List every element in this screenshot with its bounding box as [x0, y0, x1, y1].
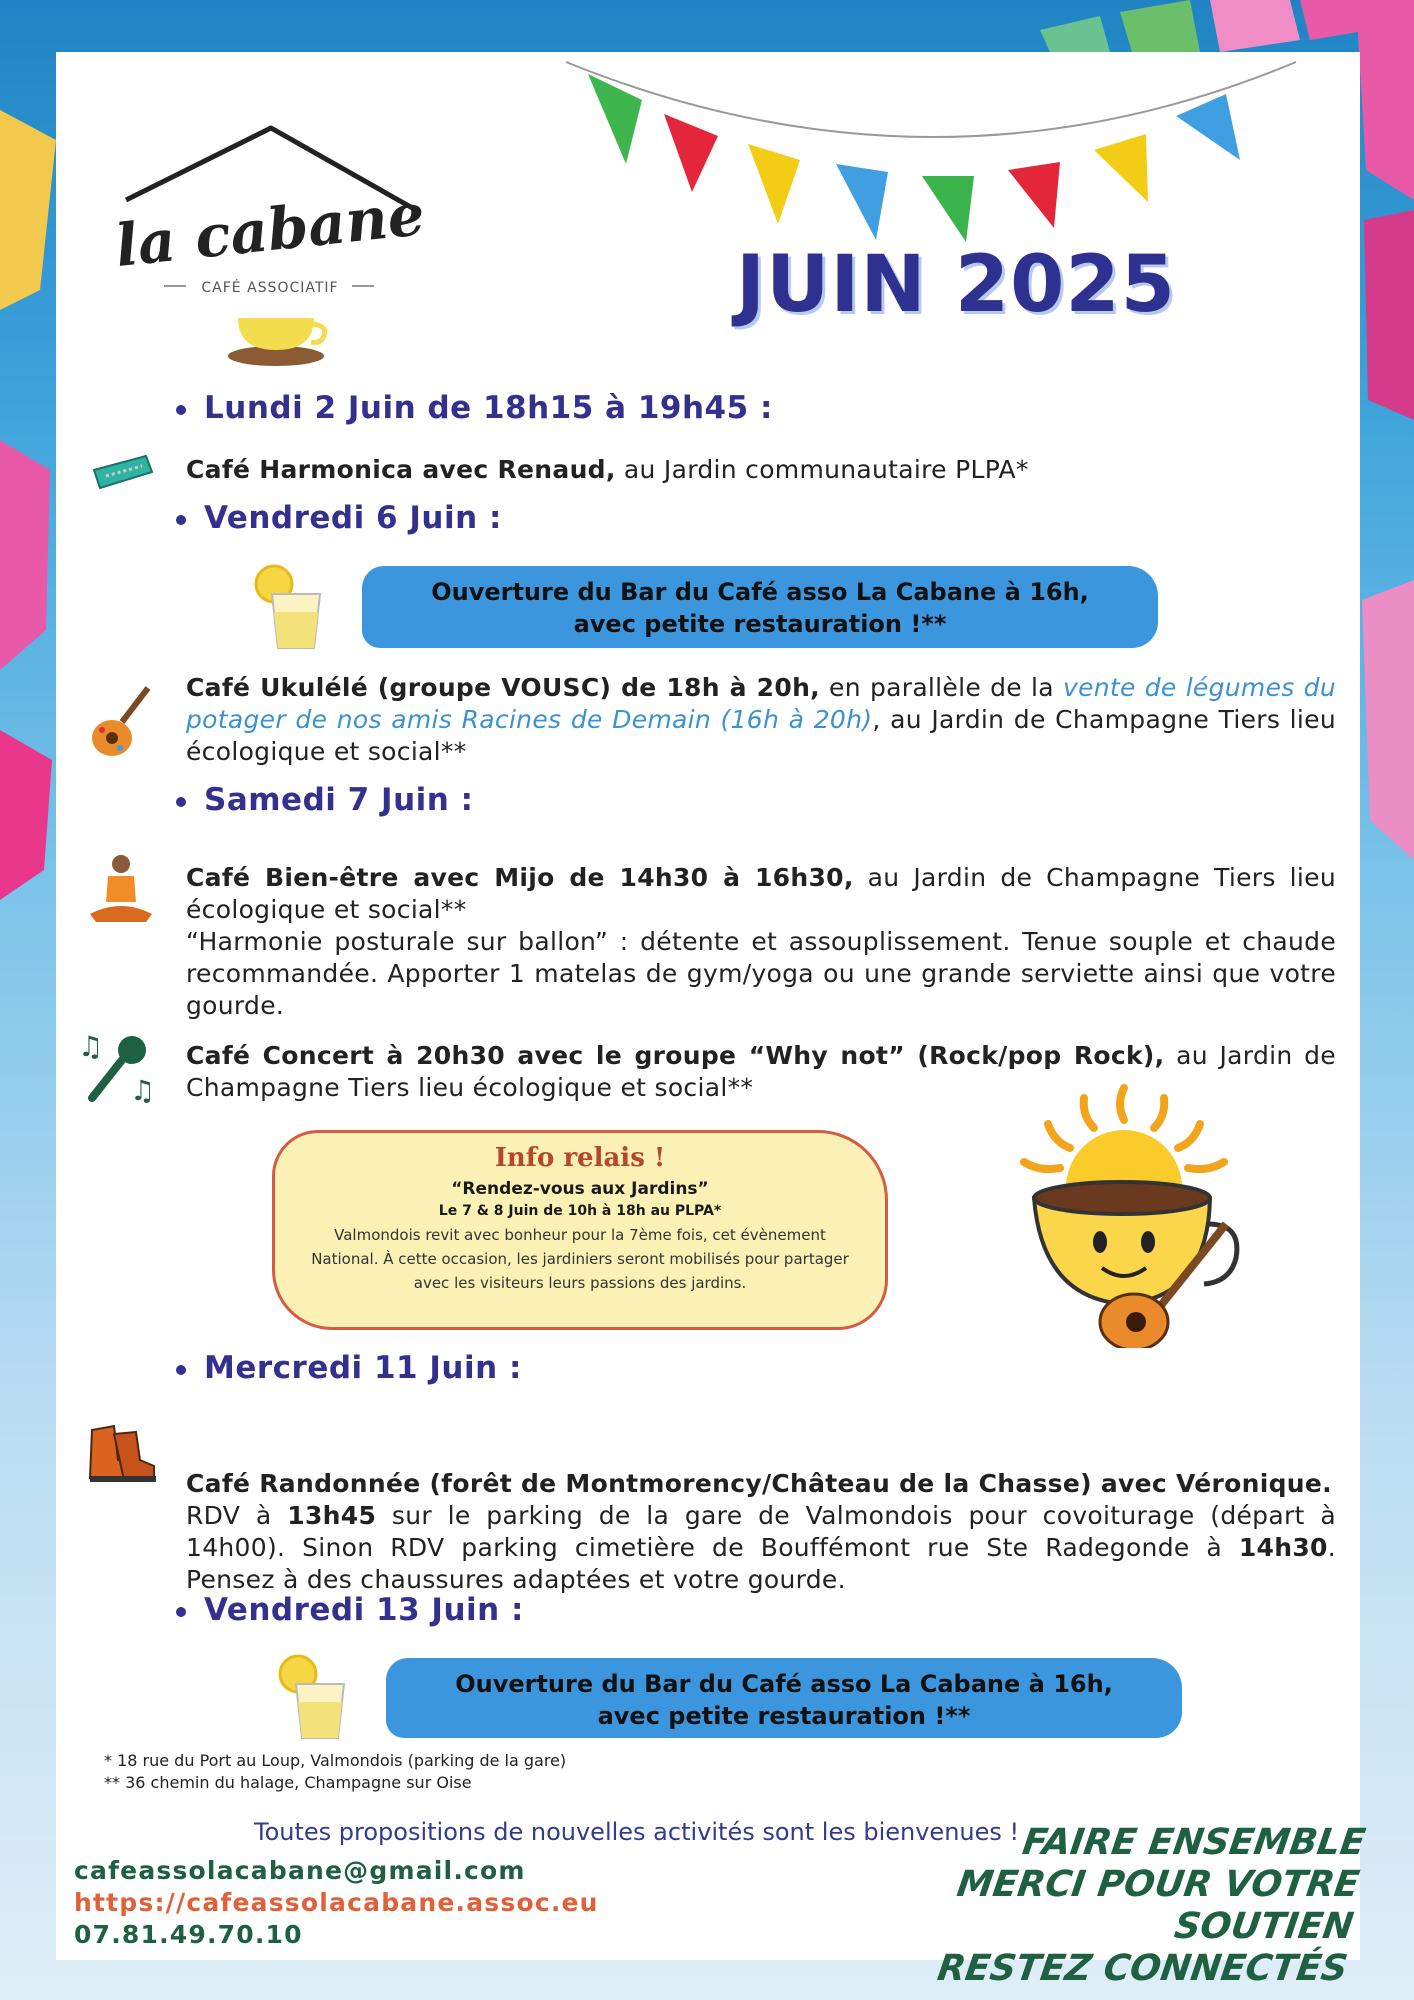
bar-opening-line2: avec petite restauration !** [597, 1702, 971, 1730]
event-randonnee-time1: 13h45 [287, 1501, 377, 1530]
event-ukulele-text: en parallèle de la [819, 673, 1063, 702]
event-harmonica-title: Café Harmonica avec Renaud, [186, 455, 616, 484]
hiking-boots-icon [84, 1420, 158, 1486]
event-bienetre-title: Café Bien-être avec Mijo de 14h30 à 16h30, [186, 863, 854, 892]
bar-opening-line2: avec petite restauration !** [573, 610, 947, 638]
event-bienetre-place: au Jardin de Champagne Tiers lieu écologique et social** [186, 863, 1336, 924]
day-heading-mercredi-11: Mercredi 11 Juin : [176, 1350, 522, 1386]
svg-text:♫: ♫ [130, 1074, 156, 1104]
event-bienetre-details: “Harmonie posturale sur ballon” : détente et assouplissement. Tenue souple et chaude recommandée. Apporter 1 matelas de gym/yoga ou une grande serviette ainsi que votre gourde. [186, 927, 1336, 1020]
bunting-garland [556, 52, 1316, 252]
info-relais-date: Le 7 & 8 Juin de 10h à 18h au PLPA* [438, 1203, 722, 1219]
slogan-restez-connectes: RESTEZ CONNECTÉS [934, 1948, 1351, 1989]
background-bunting-left [0, 110, 60, 910]
event-randonnee-advice: . Pensez à des chaussures adaptées et votre gourde. [186, 1533, 1336, 1594]
footnote-plpa: * 18 rue du Port au Loup, Valmondois (parking de la gare) [104, 1751, 567, 1770]
day-heading-samedi-7: Samedi 7 Juin : [176, 782, 474, 818]
event-harmonica [186, 454, 1336, 486]
la-cabane-logo [106, 100, 436, 370]
event-harmonica-place: au Jardin communautaire PLPA* [615, 455, 1029, 484]
event-ukulele [186, 672, 1336, 768]
footnote-champagne: ** 36 chemin du halage, Champagne sur Oise [104, 1773, 472, 1792]
coffee-sun-guitar-illustration [1004, 1078, 1244, 1348]
event-randonnee [186, 1468, 1336, 1596]
contact-phone[interactable]: 07.81.49.70.10 [74, 1920, 303, 1949]
event-randonnee-carpool: sur le parking de la gare de Valmondois pour covoiturage (départ à 14h00). Sinon RDV parking cimetière de Bouffémont rue Ste Radegonde à [186, 1501, 1336, 1562]
lemonade-icon [276, 1652, 360, 1742]
background-bunting-right [1356, 0, 1414, 900]
bar-opening-banner-13 [386, 1658, 1182, 1738]
event-randonnee-time2: 14h30 [1238, 1533, 1328, 1562]
propositions-text: Toutes propositions de nouvelles activités sont les bienvenues ! [254, 1818, 1020, 1846]
ukulele-icon [86, 682, 156, 762]
bar-opening-banner-6 [362, 566, 1158, 648]
event-randonnee-title: Café Randonnée (forêt de Montmorency/Château de la Chasse) avec Véronique. [186, 1469, 1332, 1498]
microphone-icon [78, 1028, 160, 1104]
event-bienetre [186, 862, 1336, 1022]
logo-subtitle: CAFÉ ASSOCIATIF [201, 280, 339, 296]
day-heading-vendredi-13: Vendredi 13 Juin : [176, 1592, 524, 1628]
background-bunting-top [1040, 0, 1370, 52]
lemonade-icon [252, 562, 336, 652]
event-ukulele-market: vente de légumes du potager de nos amis Racines de Demain (16h à 20h) [186, 673, 1336, 734]
footnotes [104, 1750, 566, 1794]
slogan-faire-ensemble: FAIRE ENSEMBLE [1019, 1822, 1368, 1863]
svg-text:♫: ♫ [78, 1030, 104, 1063]
info-relais-box [272, 1130, 888, 1330]
event-ukulele-place: , au Jardin de Champagne Tiers lieu écologique et social** [186, 705, 1336, 766]
day-heading-lundi-2: Lundi 2 Juin de 18h15 à 19h45 : [176, 390, 773, 426]
month-title: JUIN 2025 [736, 240, 1176, 330]
event-ukulele-title: Café Ukulélé (groupe VOUSC) de 18h à 20h, [186, 673, 820, 702]
event-concert-title: Café Concert à 20h30 avec le groupe “Why not” (Rock/pop Rock), [186, 1041, 1165, 1070]
logo-name: la cabane [112, 180, 428, 281]
harmonica-icon [86, 452, 156, 496]
info-relais-subtitle: “Rendez-vous aux Jardins” [451, 1179, 709, 1199]
info-relais-text: Valmondois revit avec bonheur pour la 7ème fois, cet évènement National. À cette occasion, les jardiniers seront mobilisés pour partager avec les visiteurs leurs passions des jardins. [311, 1226, 849, 1292]
event-concert-place: au Jardin de Champagne Tiers lieu écologique et social** [186, 1041, 1336, 1102]
bar-opening-line1: Ouverture du Bar du Café asso La Cabane à 16h, [455, 1670, 1113, 1698]
slogan-merci: MERCI POUR VOTRE SOUTIEN [954, 1864, 1362, 1947]
yoga-icon [86, 852, 156, 926]
poster-page [56, 52, 1368, 1989]
bar-opening-line1: Ouverture du Bar du Café asso La Cabane à 16h, [431, 578, 1089, 606]
slogans [804, 1822, 1368, 1990]
event-randonnee-rdv: RDV à [186, 1501, 288, 1530]
info-relais-title: Info relais ! [494, 1143, 666, 1173]
day-heading-vendredi-6: Vendredi 6 Juin : [176, 500, 502, 536]
contact-website[interactable]: https://cafeassolacabane.assoc.eu [74, 1888, 599, 1917]
contact-email[interactable]: cafeassolacabane@gmail.com [74, 1856, 526, 1885]
